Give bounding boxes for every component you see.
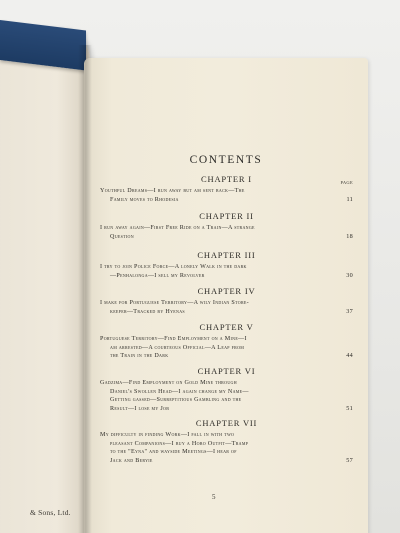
chapter-summary bbox=[100, 379, 353, 413]
page-number: 11 bbox=[346, 195, 353, 203]
page-number: 44 bbox=[346, 352, 353, 360]
chapter-heading: CHAPTER III bbox=[197, 250, 256, 260]
summary-line: Result—I lose my Job bbox=[110, 405, 170, 412]
chapter-heading: CHAPTER II bbox=[199, 211, 254, 221]
summary-line: Portuguese Territory—Find Employment on a Mine—I bbox=[100, 336, 247, 342]
summary-line: Daniel's Swollen Head—I again change my Name— bbox=[110, 388, 249, 395]
chapter-entry bbox=[100, 322, 353, 361]
page-column-label: PAGE bbox=[340, 180, 353, 185]
chapter-summary bbox=[100, 299, 353, 316]
chapter-heading: CHAPTER I bbox=[201, 174, 252, 184]
page-number: 30 bbox=[346, 271, 353, 279]
page-folio: 5 bbox=[212, 493, 216, 501]
page-number: 18 bbox=[346, 232, 353, 240]
summary-line: —Penhalonga—I sell my Revolver bbox=[110, 272, 205, 279]
chapter-heading: CHAPTER VII bbox=[195, 418, 258, 428]
summary-line: to the "Eyna" and wayside Meetings—I hear of bbox=[110, 449, 237, 456]
summary-line: Question bbox=[110, 233, 134, 240]
summary-line: Gadzima—Find Employment on Gold Mine through bbox=[100, 380, 237, 386]
summary-line: Getting gassed—Surreptitious Gambling and the bbox=[110, 397, 242, 404]
contents-title: CONTENTS bbox=[189, 154, 263, 166]
summary-line: I make for Portuguese Territory—A wily Indian Store- bbox=[100, 300, 249, 306]
summary-line: the Train in the Dark bbox=[110, 353, 169, 360]
chapter-heading: CHAPTER IV bbox=[197, 286, 256, 296]
chapter-heading: CHAPTER V bbox=[199, 322, 254, 332]
chapter-entry bbox=[100, 286, 353, 316]
chapter-entry bbox=[100, 418, 353, 465]
summary-line: am arrested—A courteous Official—A Leap from bbox=[110, 344, 245, 351]
chapter-summary bbox=[100, 263, 353, 280]
chapter-summary bbox=[100, 431, 353, 465]
summary-line: I run away again—First Free Ride on a Train—A strange bbox=[100, 225, 255, 231]
summary-line: pleasant Companions—I buy a Hobo Outfit—Tramp bbox=[110, 440, 249, 447]
chapter-entry bbox=[100, 250, 353, 280]
summary-line: My difficulty in finding Work—I fall in with two bbox=[100, 432, 235, 438]
book-spine-shadow bbox=[78, 45, 92, 533]
page-number: 51 bbox=[346, 404, 353, 412]
chapter-summary bbox=[100, 180, 353, 204]
left-page-footer: & Sons, Ltd. bbox=[30, 508, 71, 517]
chapter-entry bbox=[100, 366, 353, 413]
left-page bbox=[0, 30, 90, 533]
summary-line: Family moves to Rhodesia bbox=[110, 196, 179, 203]
chapter-heading: CHAPTER VI bbox=[197, 366, 256, 376]
chapter-entry bbox=[100, 211, 353, 241]
page-number: 37 bbox=[346, 307, 353, 315]
chapter-entry bbox=[100, 174, 353, 204]
page-number: 57 bbox=[346, 456, 353, 464]
summary-line: Youthful Dreams—I run away but am sent back—The bbox=[100, 188, 245, 194]
summary-line: Jack and Beryie bbox=[110, 457, 153, 464]
summary-line: keeper—Tracked by Hyenas bbox=[110, 308, 185, 315]
chapter-summary bbox=[100, 335, 353, 361]
chapter-summary bbox=[100, 224, 353, 241]
summary-line: I try to join Police Force—A lonely Walk in the dark bbox=[100, 264, 247, 270]
